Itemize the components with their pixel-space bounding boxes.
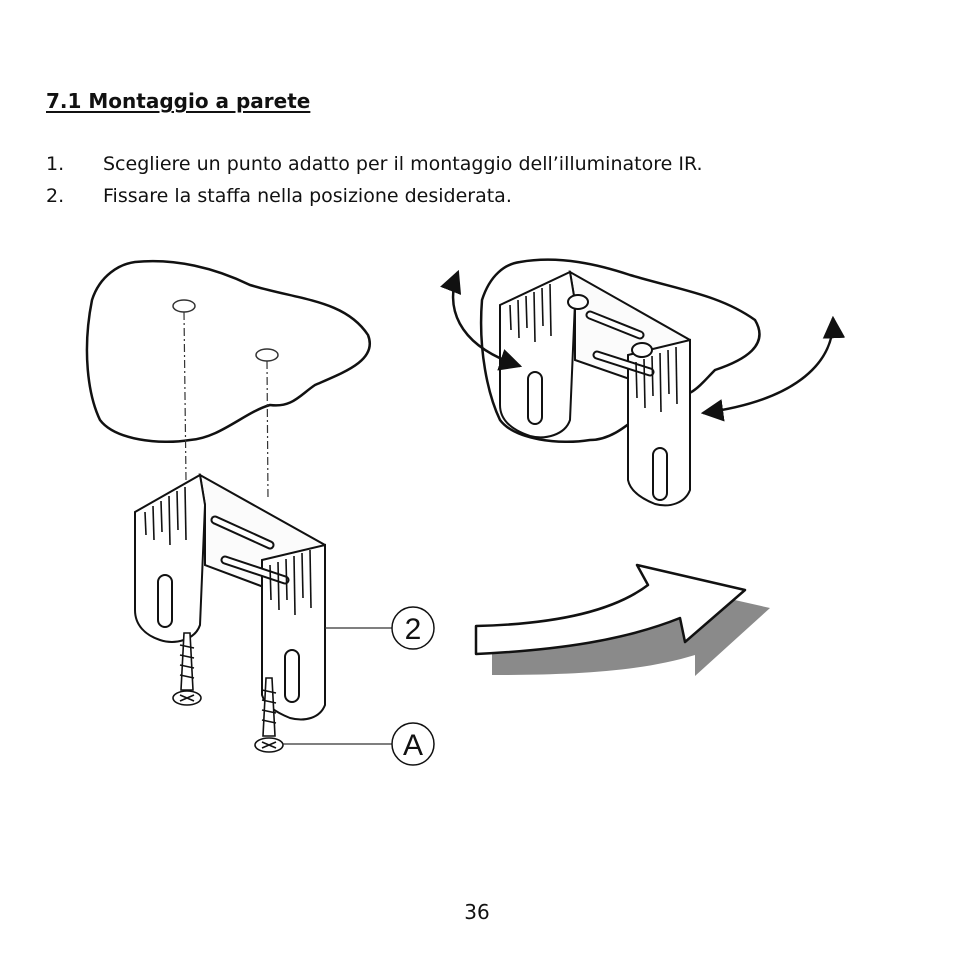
step-number: 2. xyxy=(46,185,65,207)
section-title: 7.1 Montaggio a parete xyxy=(46,89,311,113)
step-text: Scegliere un punto adatto per il montaggio dell’illuminatore IR. xyxy=(103,153,703,175)
step-number: 1. xyxy=(46,153,65,175)
callout-label-2: 2 xyxy=(404,613,422,646)
callout-label-a: A xyxy=(402,729,424,762)
wall-hole-icon xyxy=(173,300,195,312)
step-text: Fissare la staffa nella posizione desiderata. xyxy=(103,185,512,207)
bracket-icon xyxy=(135,475,325,719)
wall-hole-icon xyxy=(256,349,278,361)
screw-icon xyxy=(173,633,201,705)
wall-surface xyxy=(87,261,370,442)
page-number: 36 xyxy=(464,900,490,924)
